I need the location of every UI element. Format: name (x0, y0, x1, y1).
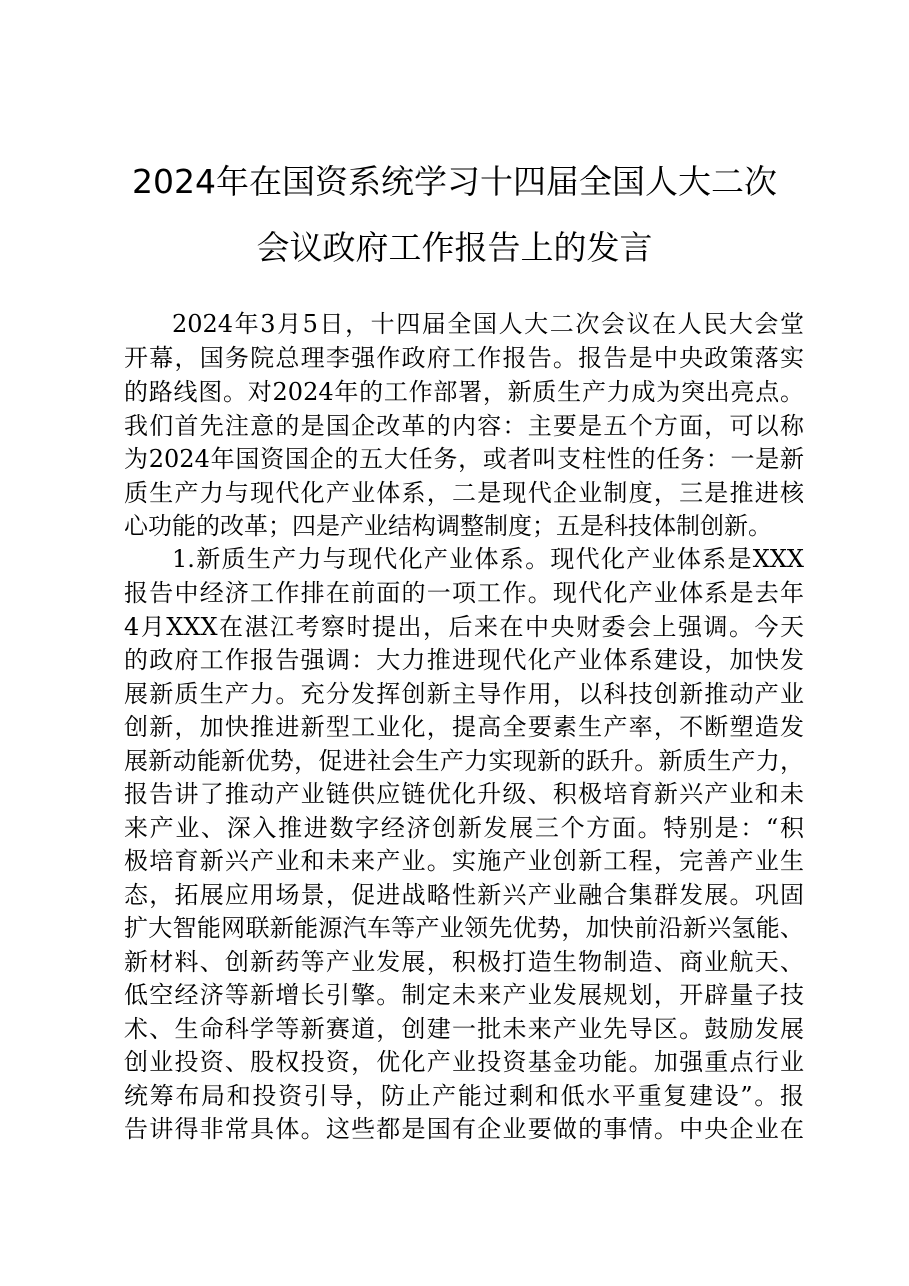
paragraph-line: 的路线图。对2024年的工作部署，新质生产力成为突出亮点。 (124, 378, 804, 406)
paragraph-line: 展新动能新优势，促进社会生产力实现新的跃升。新质生产力， (124, 747, 804, 775)
paragraph-line: 展新质生产力。充分发挥创新主导作用，以科技创新推动产业 (124, 680, 804, 708)
paragraph-line: 报告中经济工作排在前面的一项工作。现代化产业体系是去年 (124, 579, 804, 607)
paragraph-line: 为2024年国资国企的五大任务，或者叫支柱性的任务：一是新 (124, 445, 804, 473)
paragraph-line: 新材料、创新药等产业发展，积极打造生物制造、商业航天、 (124, 948, 804, 976)
paragraph-line: 我们首先注意的是国企改革的内容：主要是五个方面，可以称 (124, 412, 804, 440)
paragraph-line: 创新，加快推进新型工业化，提高全要素生产率，不断塑造发 (124, 713, 804, 741)
paragraph-line: 质生产力与现代化产业体系，二是现代企业制度，三是推进核 (124, 479, 804, 507)
paragraph-line: 术、生命科学等新赛道，创建一批未来产业先导区。鼓励发展 (124, 1015, 804, 1043)
paragraph-line: 统筹布局和投资引导，防止产能过剩和低水平重复建设”。报 (124, 1082, 804, 1110)
paragraph-line: 低空经济等新增长引擎。制定未来产业发展规划，开辟量子技 (124, 981, 804, 1009)
paragraph-line: 扩大智能网联新能源汽车等产业领先优势，加快前沿新兴氢能、 (124, 914, 804, 942)
paragraph-line: 报告讲了推动产业链供应链优化升级、积极培育新兴产业和未 (124, 780, 804, 808)
document-title-line-1: 2024年在国资系统学习十四届全国人大二次 (132, 162, 777, 201)
paragraph-line: 来产业、深入推进数字经济创新发展三个方面。特别是：“积 (124, 814, 804, 842)
paragraph-line: 的政府工作报告强调：大力推进现代化产业体系建设，加快发 (124, 646, 804, 674)
paragraph-line: 心功能的改革；四是产业结构调整制度；五是科技体制创新。 (124, 512, 772, 540)
paragraph-line: 1.新质生产力与现代化产业体系。现代化产业体系是XXX (172, 545, 804, 573)
paragraph-line: 态，拓展应用场景，促进战略性新兴产业融合集群发展。巩固 (124, 881, 804, 909)
paragraph-line: 告讲得非常具体。这些都是国有企业要做的事情。中央企业在 (124, 1115, 804, 1143)
document-title-line-2: 会议政府工作报告上的发言 (256, 228, 653, 267)
paragraph-line: 极培育新兴产业和未来产业。实施产业创新工程，完善产业生 (124, 847, 804, 875)
paragraph-line: 4月XXX在湛江考察时提出，后来在中央财委会上强调。今天 (124, 613, 804, 641)
paragraph-line: 开幕，国务院总理李强作政府工作报告。报告是中央政策落实 (124, 344, 804, 372)
paragraph-line: 2024年3月5日，十四届全国人大二次会议在人民大会堂 (172, 310, 804, 338)
paragraph-line: 创业投资、股权投资，优化产业投资基金功能。加强重点行业 (124, 1048, 804, 1076)
